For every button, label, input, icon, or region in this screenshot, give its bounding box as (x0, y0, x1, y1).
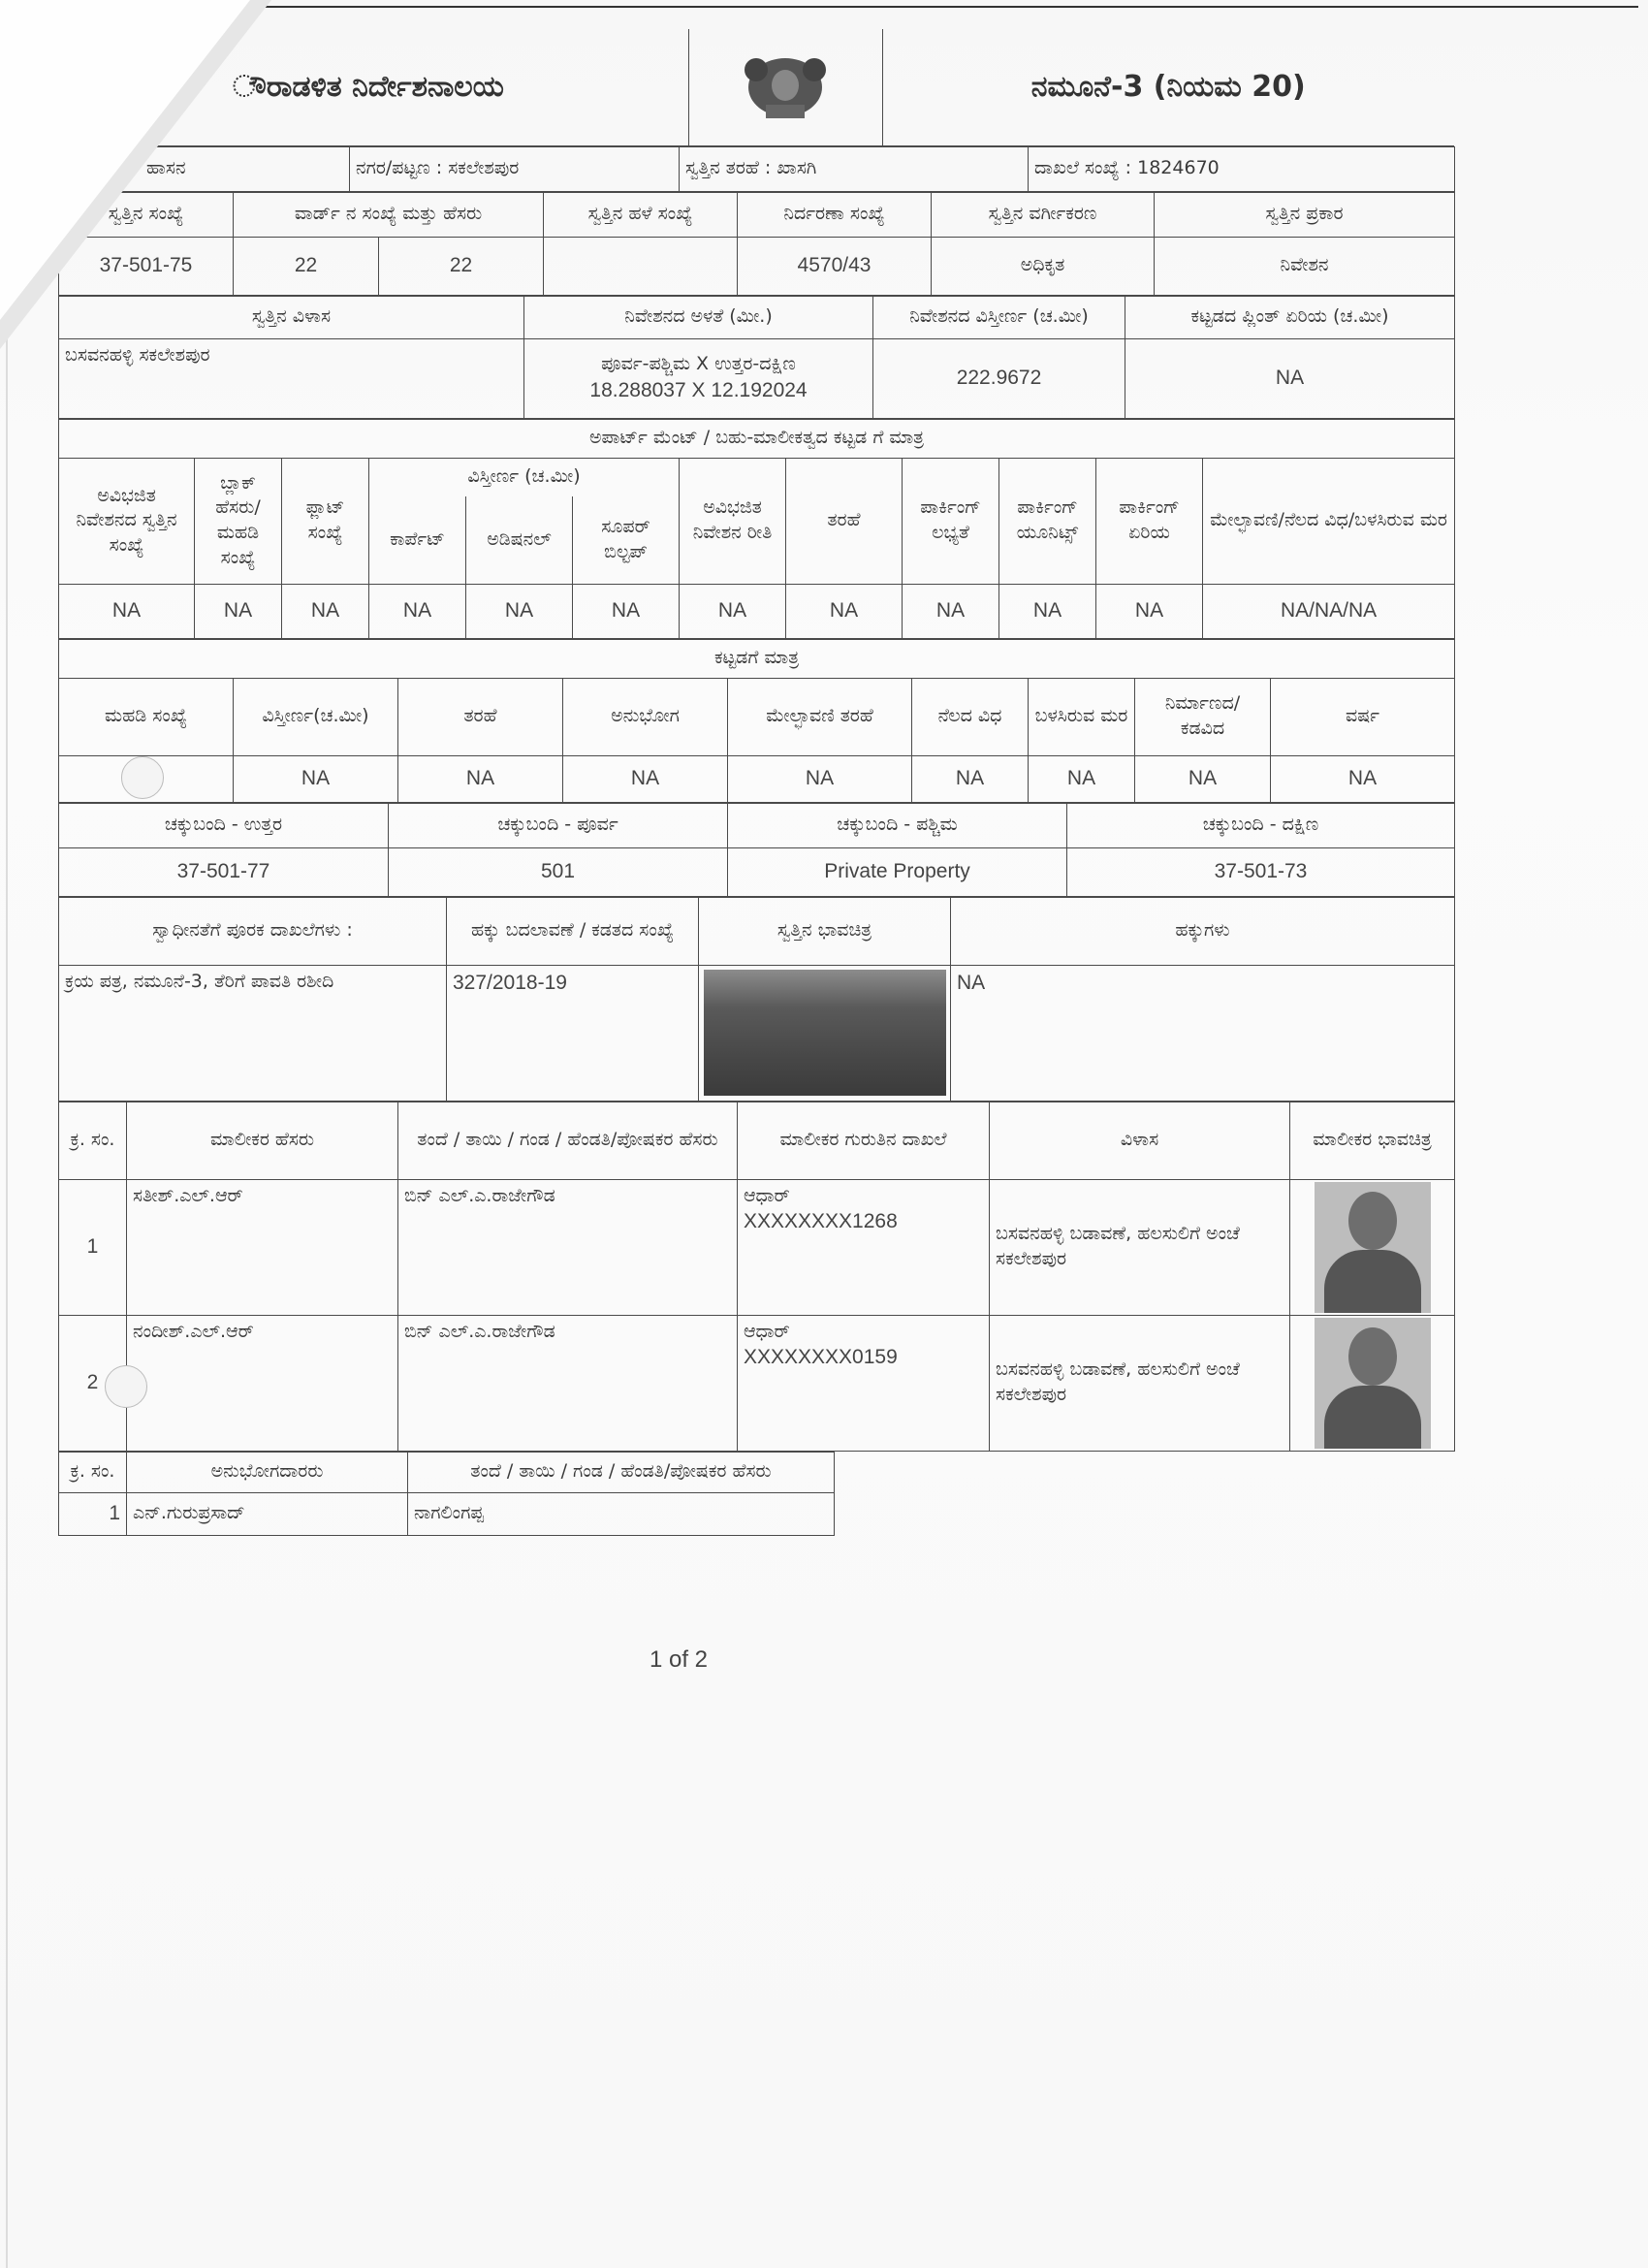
apt-value-0: NA (59, 584, 195, 638)
old-no-label: ಸ್ವತ್ತಿನ ಹಳೆ ಸಂಖ್ಯೆ (544, 192, 738, 237)
boundary-north-label: ಚಕ್ಕುಬಂದಿ - ಉತ್ತರ (59, 803, 389, 847)
occupant-relation: ನಾಗಲಿಂಗಪ್ಪ (408, 1492, 835, 1535)
bld-header-6: ಬಳಸಿರುವ ಮರ (1029, 678, 1135, 755)
record-number-cell: ದಾಖಲೆ ಸಂಖ್ಯೆ : 1824670 (1029, 146, 1455, 191)
apt-header-8: ಪಾರ್ಕಿಂಗ್ ಲಭ್ಯತೆ (903, 458, 999, 584)
rights-label: ಹಕ್ಕುಗಳು (951, 897, 1455, 965)
bld-header-2: ತರಹೆ (398, 678, 563, 755)
boundaries-table (58, 803, 1455, 897)
apt-header-2: ಫ್ಲಾಟ್ ಸಂಖ್ಯೆ (282, 458, 369, 584)
apt-header-1: ಬ್ಲಾಕ್ ಹೆಸರು/ ಮಹಡಿ ಸಂಖ್ಯೆ (195, 458, 282, 584)
classification-label: ಸ್ವತ್ತಿನ ವರ್ಗೀಕರಣ (932, 192, 1155, 237)
owner-id-cell (738, 1179, 990, 1315)
apt-header-11: ಮೇಲ್ಛಾವಣಿ/ನೆಲದ ವಿಧ/ಬಳಸಿರುವ ಮರ (1203, 458, 1455, 584)
apt-value-8: NA (903, 584, 999, 638)
apartment-title: ಅಪಾರ್ಟ್ ಮೆಂಟ್ / ಬಹು-ಮಾಲೀಕತ್ವದ ಕಟ್ಟಡ ಗೆ ಮಾತ್ರ (59, 419, 1455, 458)
bld-value-8: NA (1271, 755, 1455, 802)
kind-label: ಸ್ವತ್ತಿನ ಪ್ರಕಾರ (1155, 192, 1455, 237)
address-label: ಸ್ವತ್ತಿನ ವಿಳಾಸ (59, 296, 524, 338)
owner-address: ಬಸವನಹಳ್ಳಿ ಬಡಾವಣೆ, ಹಲಸುಲಿಗೆ ಅಂಚೆ ಸಕಲೇಶಪುರ (990, 1179, 1290, 1315)
classification: ಅಧಿಕೃತ (932, 237, 1155, 295)
apt-value-7: NA (786, 584, 903, 638)
bld-header-8: ವರ್ಷ (1271, 678, 1455, 755)
apt-value-4: NA (466, 584, 573, 638)
office-name: ೌರಾಡಳಿತ ನಿರ್ದೇಶನಾಲಯ (58, 29, 688, 145)
dimensions-value: 18.288037 X 12.192024 (589, 378, 808, 401)
apt-header-5: ಸೂಪರ್ ಬಿಲ್ಟಪ್ (573, 496, 680, 584)
building-title: ಕಟ್ಟಡಗೆ ಮಾತ್ರ (59, 639, 1455, 678)
apartment-table (58, 419, 1455, 639)
ward-name: 22 (379, 237, 544, 295)
owner-address: ಬಸವನಹಳ್ಳಿ ಬಡಾವಣೆ, ಹಲಸುಲಿಗೆ ಅಂಚೆ ಸಕಲೇಶಪುರ (990, 1315, 1290, 1451)
documents-table (58, 897, 1455, 1102)
apt-value-10: NA (1096, 584, 1203, 638)
boundary-west-label: ಚಕ್ಕುಬಂದಿ - ಪಶ್ಚಿಮ (728, 803, 1067, 847)
owner-sl: 2 (59, 1315, 127, 1451)
owner-header-photo: ಮಾಲೀಕರ ಭಾವಚಿತ್ರ (1290, 1102, 1455, 1179)
table-row (59, 1315, 1455, 1451)
apt-value-6: NA (680, 584, 786, 638)
occupant-header-sl: ಕ್ರ. ಸಂ. (59, 1452, 127, 1492)
apt-value-1: NA (195, 584, 282, 638)
file-no-label: ಹಕ್ಕು ಬದಲಾವಣೆ / ಕಡತದ ಸಂಖ್ಯೆ (447, 897, 699, 965)
bld-value-3: NA (563, 755, 728, 802)
bld-value-5: NA (912, 755, 1029, 802)
punch-hole (105, 1365, 147, 1408)
owner-header-relation: ತಂದೆ / ತಾಯಿ / ಗಂಡ / ಹೆಂಡತಿ/ಪೋಷಕರ ಹೆಸರು (398, 1102, 738, 1179)
bld-value-4: NA (728, 755, 912, 802)
site-area-label: ನಿವೇಶನದ ವಿಸ್ತೀರ್ಣ (ಚ.ಮೀ) (873, 296, 1125, 338)
assessment-no: 4570/43 (738, 237, 932, 295)
owner-id-cell (738, 1315, 990, 1451)
owner-photo (1315, 1318, 1431, 1449)
bld-header-3: ಅನುಭೋಗ (563, 678, 728, 755)
owner-sl: 1 (59, 1179, 127, 1315)
property-kind: ನಿವೇಶನ (1155, 237, 1455, 295)
apt-area-group: ವಿಸ್ತೀರ್ಣ (ಚ.ಮೀ) (369, 458, 680, 496)
owner-id-type: ಆಧಾರ್ (744, 1184, 790, 1206)
plinth-label: ಕಟ್ಟಡದ ಪ್ಲಿಂತ್ ಏರಿಯ (ಚ.ಮೀ) (1125, 296, 1455, 338)
apt-value-2: NA (282, 584, 369, 638)
apt-header-10: ಪಾರ್ಕಿಂಗ್ ಏರಿಯ (1096, 458, 1203, 584)
bld-header-4: ಮೇಲ್ಛಾವಣಿ ತರಹೆ (728, 678, 912, 755)
owner-header-address: ವಿಳಾಸ (990, 1102, 1290, 1179)
owner-header-name: ಮಾಲೀಕರ ಹೆಸರು (127, 1102, 398, 1179)
apt-header-0: ಅವಿಭಜಿತ ನಿವೇಶನದ ಸ್ವತ್ತಿನ ಸಂಖ್ಯೆ (59, 458, 195, 584)
boundary-east: 501 (389, 847, 728, 896)
emblem-cell (688, 29, 882, 145)
dimensions-label: ನಿವೇಶನದ ಅಳತೆ (ಮೀ.) (524, 296, 873, 338)
owner-header-id: ಮಾಲೀಕರ ಗುರುತಿನ ದಾಖಲೆ (738, 1102, 990, 1179)
apt-header-4: ಅಡಿಷನಲ್ (466, 496, 573, 584)
owner-relation: ಬಿನ್ ಎಲ್.ಎ.ರಾಜೇಗೌಡ (398, 1179, 738, 1315)
assessment-no-label: ನಿರ್ದರಣಾ ಸಂಖ್ಯೆ (738, 192, 932, 237)
property-address: ಬಸವನಹಳ್ಳಿ ಸಕಲೇಶಪುರ (59, 338, 524, 418)
page-number: 1 of 2 (649, 1646, 709, 1673)
ward-no: 22 (234, 237, 379, 295)
rights: NA (951, 965, 1455, 1101)
boundary-north: 37-501-77 (59, 847, 389, 896)
owner-id-type: ಆಧಾರ್ (744, 1320, 790, 1342)
boundary-west: Private Property (728, 847, 1067, 896)
bld-value-1: NA (234, 755, 398, 802)
boundary-south: 37-501-73 (1067, 847, 1455, 896)
apt-header-7: ತರಹೆ (786, 458, 903, 584)
bld-header-5: ನೆಲದ ವಿಧ (912, 678, 1029, 755)
state-emblem-icon (727, 48, 843, 126)
property-no-label: ಸ್ವತ್ತಿನ ಸಂಖ್ಯೆ (59, 192, 234, 237)
owners-table (58, 1102, 1455, 1452)
plinth-area: NA (1125, 338, 1455, 418)
bld-value-7: NA (1135, 755, 1271, 802)
owner-photo-cell (1290, 1315, 1455, 1451)
owner-id-no: XXXXXXXX0159 (744, 1346, 898, 1369)
property-photo-label: ಸ್ವತ್ತಿನ ಭಾವಚಿತ್ರ (699, 897, 951, 965)
owner-photo (1315, 1182, 1431, 1313)
ward-label: ವಾರ್ಡ್ ನ ಸಂಖ್ಯೆ ಮತ್ತು ಹೆಸರು (234, 192, 544, 237)
owner-relation: ಬಿನ್ ಎಲ್.ಎ.ರಾಜೇಗೌಡ (398, 1315, 738, 1451)
occupant-sl: 1 (59, 1492, 127, 1535)
district-cell: ಹಾಸನ (59, 146, 350, 191)
supporting-docs-label: ಸ್ವಾಧೀನತೆಗೆ ಪೂರಕ ದಾಖಲೆಗಳು : (59, 897, 447, 965)
city-cell: ನಗರ/ಪಟ್ಟಣ : ಸಕಲೇಶಪುರ (350, 146, 680, 191)
bld-header-7: ನಿರ್ಮಾಣದ/ ಕಡವಿದ (1135, 678, 1271, 755)
site-area: 222.9672 (873, 338, 1125, 418)
property-photo (704, 970, 946, 1096)
owner-header-sl: ಕ್ರ. ಸಂ. (59, 1102, 127, 1179)
property-type-cell: ಸ್ವತ್ತಿನ ತರಹೆ : ಖಾಸಗಿ (680, 146, 1029, 191)
apt-header-9: ಪಾರ್ಕಿಂಗ್ ಯೂನಿಟ್ಸ್ (999, 458, 1096, 584)
apt-value-11: NA/NA/NA (1203, 584, 1455, 638)
owner-id-no: XXXXXXXX1268 (744, 1210, 898, 1233)
occupants-table (58, 1452, 835, 1536)
supporting-docs: ಕ್ರಯ ಪತ್ರ, ನಮೂನೆ-3, ತೆರಿಗೆ ಪಾವತಿ ರಶೀದಿ (59, 965, 447, 1101)
boundary-east-label: ಚಕ್ಕುಬಂದಿ - ಪೂರ್ವ (389, 803, 728, 847)
apt-value-9: NA (999, 584, 1096, 638)
apt-header-6: ಅವಿಭಜಿತ ನಿವೇಶನ ರೀತಿ (680, 458, 786, 584)
apt-header-3: ಕಾರ್ಪೆಟ್ (369, 496, 466, 584)
owner-photo-cell (1290, 1179, 1455, 1315)
owner-name: ನಂದೀಶ್.ಎಲ್.ಆರ್ (127, 1315, 398, 1451)
occupant-header-name: ಅನುಭೋಗದಾರರು (127, 1452, 408, 1492)
occupant-header-relation: ತಂದೆ / ತಾಯಿ / ಗಂಡ / ಹೆಂಡತಿ/ಪೋಷಕರ ಹೆಸರು (408, 1452, 835, 1492)
building-table (58, 639, 1455, 803)
apt-value-5: NA (573, 584, 680, 638)
page-fold (0, 0, 250, 320)
bld-header-1: ವಿಸ್ತೀರ್ಣ(ಚ.ಮೀ) (234, 678, 398, 755)
top-border-line (174, 6, 1638, 8)
property-no: 37-501-75 (59, 237, 234, 295)
dimensions-axis: ಪೂರ್ವ-ಪಶ್ಚಿಮ X ಉತ್ತರ-ದಕ್ಷಿಣ (601, 353, 796, 374)
file-no: 327/2018-19 (447, 965, 699, 1101)
bld-value-6: NA (1029, 755, 1135, 802)
bld-header-0: ಮಹಡಿ ಸಂಖ್ಯೆ (59, 678, 234, 755)
form-title: ನಮೂನೆ-3 (ನಿಯಮ 20) (882, 29, 1454, 145)
apt-value-3: NA (369, 584, 466, 638)
dimensions-cell (524, 338, 873, 418)
bld-value-2: NA (398, 755, 563, 802)
table-row (59, 1492, 835, 1535)
table-row (59, 1179, 1455, 1315)
punch-hole (121, 756, 164, 799)
boundary-south-label: ಚಕ್ಕುಬಂದಿ - ದಕ್ಷಿಣ (1067, 803, 1455, 847)
old-no (544, 237, 738, 295)
property-photo-cell (699, 965, 951, 1101)
owner-name: ಸತೀಶ್.ಎಲ್.ಆರ್ (127, 1179, 398, 1315)
occupant-name: ಎನ್.ಗುರುಪ್ರಸಾದ್ (127, 1492, 408, 1535)
